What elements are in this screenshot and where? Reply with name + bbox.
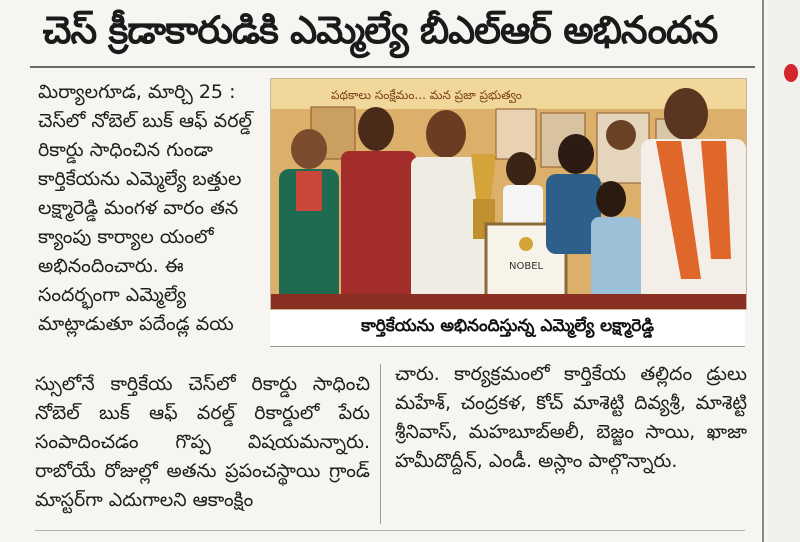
- adjacent-article-strip: [768, 0, 800, 542]
- article-text-1: : చెస్‌లో నోబెల్ బుక్ ఆఫ్ వరల్డ్ రికార్డు సాధించిన గుండా కార్తికేయను ఎమ్మెల్యే బత్తుల లక్ష్మారెడ్డి మంగళ వారం తన క్యాంపు కార్యాల యంలో అభినందించారు. ఈ సందర్భంగా ఎమ్మెల్యే మాట్లాడుతూ పదేండ్ల వయ: [38, 81, 252, 335]
- article-text-3: చారు. కార్యక్రమంలో కార్తికేయ తల్లిదం డ్రులు మహేశ్, చంద్రకళ, కోచ్ మాశెట్టి దివ్యశ్రీ, మాశెట్టి శ్రీనివాస్, మహబూబ్‌అలీ, బెజ్జం సాయి, ఖాజా హమీదొద్దీన్, ఎండీ. అస్లాం పాల్గొన్నారు.: [395, 363, 747, 472]
- photo-caption: కార్తికేయను అభినందిస్తున్న ఎమ్మెల్యే లక్ష్మారెడ్డి: [270, 310, 745, 347]
- photo-illustration: [271, 79, 746, 309]
- certificate-label: NOBEL: [509, 261, 544, 272]
- column-separator: [380, 364, 381, 524]
- red-marker-icon: [784, 64, 798, 82]
- headline-rule: [30, 66, 755, 68]
- page-divider: [762, 0, 764, 542]
- article-column-2: [35, 370, 370, 515]
- banner-text: పథకాలు సంక్షేమం... మన ప్రజా ప్రభుత్వం: [331, 88, 522, 102]
- dateline: మిర్యాలగూడ, మార్చి 25: [38, 81, 224, 103]
- article-text-2: స్సులోనే కార్తికేయ చెస్‌లో రికార్డు సాధించి నోబెల్ బుక్ ఆఫ్ వరల్డ్ రికార్డులో పేరు సంపాదించడం గొప్ప విషయమన్నారు. రాబోయే రోజుల్లో అతను ప్రపంచస్థాయి గ్రాండ్ మాస్టర్‌గా ఎదుగాలని ఆకాంక్షిం: [35, 373, 370, 511]
- bottom-rule: [35, 530, 745, 531]
- headline: చెస్ క్రీడాకారుడికి ఎమ్మెల్యే బీఎల్ఆర్ అభినందన: [42, 8, 718, 52]
- news-photo: [270, 78, 747, 310]
- article-column-3: [395, 360, 747, 476]
- article-column-1: [38, 78, 263, 339]
